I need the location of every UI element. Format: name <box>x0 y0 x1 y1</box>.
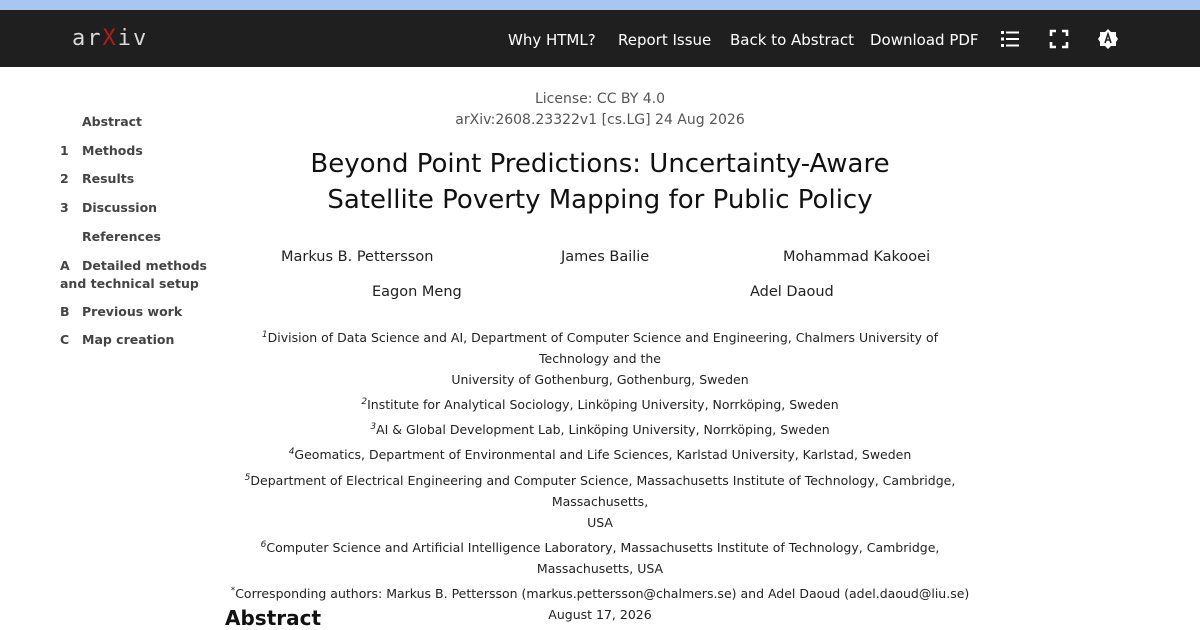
affiliation-6: $^6$Computer Science and Artificial Intelligence Laboratory, Massachusetts Institute of Technology, Cambridge, Massachusetts, USA <box>260 539 940 576</box>
affiliation-2: $^2$Institute for Analytical Sociology, Linköping University, Norrköping, Sweden <box>361 397 839 413</box>
toc-item-results[interactable]: 2 Results <box>60 171 135 186</box>
paper-title <box>225 146 975 218</box>
abstract-heading: Abstract <box>225 606 322 630</box>
list-icon[interactable] <box>999 28 1021 50</box>
toc-item-discussion[interactable]: 3 Discussion <box>60 200 158 215</box>
download-pdf-link[interactable]: Download PDF <box>870 31 979 49</box>
paper-date: August 17, 2026 <box>548 607 652 623</box>
author-pettersson: Markus B. Pettersson <box>281 249 434 265</box>
logo-suffix: iv <box>117 26 149 51</box>
paper-title-line1: Beyond Point Predictions: Uncertainty-Aware <box>310 149 890 179</box>
fullscreen-icon[interactable] <box>1048 28 1070 50</box>
affiliations <box>225 325 975 625</box>
browser-top-strip <box>0 0 1200 10</box>
arxiv-id-text: arXiv:2608.23322v1 [cs.LG] 24 Aug 2026 <box>455 112 745 128</box>
toc-item-map-creation[interactable]: C Map creation <box>60 332 175 347</box>
logo-x: X <box>102 26 118 51</box>
why-html-link[interactable]: Why HTML? <box>508 31 596 49</box>
corresponding-authors: *Corresponding authors: Markus B. Pettersson (markus.pettersson@chalmers.se) and Adel Daoud (adel.daoud@liu.se) <box>230 585 970 602</box>
author-meng: Eagon Meng <box>372 284 462 300</box>
toc-item-references[interactable]: References <box>82 229 161 244</box>
paper-title-line2: Satellite Poverty Mapping for Public Policy <box>327 185 873 215</box>
toc-item-detailed-methods[interactable]: A Detailed methods and technical setup <box>60 258 207 291</box>
report-issue-link[interactable]: Report Issue <box>618 31 712 49</box>
toc-item-abstract[interactable]: Abstract <box>82 114 143 129</box>
author-kakooei: Mohammad Kakooei <box>783 249 931 265</box>
affiliation-3: $^3$AI & Global Development Lab, Linköping University, Norrköping, Sweden <box>370 422 830 438</box>
back-to-abstract-link[interactable]: Back to Abstract <box>730 31 854 49</box>
toc-item-previous-work[interactable]: B Previous work <box>60 304 183 319</box>
affiliation-4: $^4$Geomatics, Department of Environmental and Life Sciences, Karlstad University, Karlstad, Sweden <box>288 447 912 463</box>
author-daoud: Adel Daoud <box>750 284 834 300</box>
arxiv-logo[interactable] <box>72 26 148 51</box>
author-bailie: James Bailie <box>561 249 650 265</box>
toc-item-methods[interactable]: 1 Methods <box>60 143 143 158</box>
logo-prefix: ar <box>72 26 103 51</box>
theme-icon[interactable] <box>1097 28 1119 50</box>
arxiv-navbar <box>0 10 1200 67</box>
license-text: License: CC BY 4.0 <box>534 91 666 107</box>
affiliation-1: $^1$Division of Data Science and AI, Department of Computer Science and Engineering, Chalmers University of Technology and the University of Gothenburg, Gothenburg, Sweden <box>261 330 939 388</box>
affiliation-5: $^5$Department of Electrical Engineering and Computer Science, Massachusetts Institute of Technology, Cambridge, Massachusetts, USA <box>244 472 956 530</box>
